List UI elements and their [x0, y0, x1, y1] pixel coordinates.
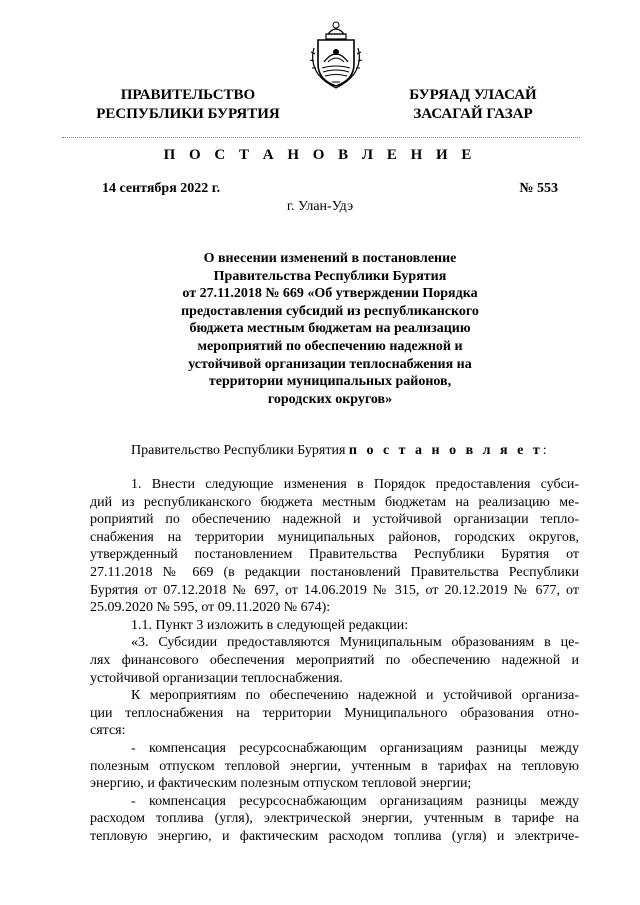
body-line: дий из республиканского бюджета местным бюджетам на реализацию ме-	[90, 494, 579, 510]
body-line: - компенсация ресурсоснабжающим организациям разницы между	[131, 793, 579, 809]
government-name-bua	[388, 86, 558, 124]
body-line: энергию, и фактическим полезным отпуском тепловой энергии;	[90, 776, 472, 792]
body-line: роприятий по обеспечению надежной и устойчивой организации тепло-	[90, 512, 579, 528]
document-city: г. Улан-Удэ	[286, 199, 354, 214]
body-line: 25.09.2020 № 595, от 09.11.2020 № 674):	[90, 600, 331, 616]
government-name-ru	[88, 86, 288, 124]
body-line: К мероприятиям по обеспечению надежной и устойчивой организа-	[131, 688, 579, 704]
body-line: - компенсация ресурсоснабжающим организациям разницы между	[131, 740, 579, 756]
document-type: П О С Т А Н О В Л Е Н И Е	[163, 147, 477, 163]
body-line: сятся:	[90, 723, 126, 739]
title-line: Правительства Республики Бурятия	[213, 268, 447, 284]
body-line: полезным отпуском тепловой энергии, учтенным в тарифах на тепловую	[90, 758, 579, 774]
header-left-line: РЕСПУБЛИКИ БУРЯТИЯ	[96, 106, 280, 122]
body-line: утвержденный постановлением Правительства Республики Бурятия от	[90, 547, 579, 563]
body-line: «3. Субсидии предоставляются Муниципальным образованиям в це-	[131, 635, 579, 651]
body-line: расходом топлива (угля), электрической энергии, учтенным в тарифе на	[90, 811, 579, 827]
header-left-line: ПРАВИТЕЛЬСТВО	[120, 87, 256, 103]
title-line: мероприятий по обеспечению надежной и	[197, 338, 463, 354]
preamble-suffix: :	[542, 443, 547, 458]
header-right-line: БУРЯАД УЛАСАЙ	[409, 87, 537, 103]
preamble	[131, 443, 547, 459]
title-line: от 27.11.2018 № 669 «Об утверждении Порядка	[182, 286, 478, 302]
title-line: бюджета местным бюджетам на реализацию	[189, 321, 471, 337]
body-line: тепловую энергию, и фактическим расходом топлива (угля) и электриче-	[90, 828, 579, 844]
coat-of-arms-icon	[306, 18, 366, 90]
title-line: территории муниципальных районов,	[208, 374, 452, 390]
body-line: 1. Внести следующие изменения в Порядок предоставления субси-	[131, 477, 579, 492]
preamble-prefix: Правительство Республики Бурятия	[131, 443, 349, 458]
title-line: О внесении изменений в постановление	[203, 251, 457, 266]
body-line: снабжения на территории муниципальных районов, городских округов,	[90, 529, 579, 545]
body-line: ции теплоснабжения на территории Муниципального образования отно-	[90, 705, 579, 721]
title-line: городских округов»	[267, 391, 393, 407]
body-line: 27.11.2018 № 669 (в редакции постановлений Правительства Республики	[90, 564, 579, 580]
body-line: устойчивой организации теплоснабжения.	[90, 670, 343, 686]
document-body	[90, 476, 579, 845]
body-line: лях финансового обеспечения мероприятий по обеспечению надежной и	[90, 652, 579, 668]
body-line: 1.1. Пункт 3 изложить в следующей редакции:	[131, 617, 409, 633]
title-line: предоставления субсидий из республиканского	[181, 303, 479, 319]
document-title	[140, 250, 520, 408]
header-right-line: ЗАСАГАЙ ГАЗАР	[413, 106, 533, 122]
header-divider	[62, 137, 580, 138]
preamble-decree-word: п о с т а н о в л я е т	[348, 443, 543, 458]
body-line: Бурятия от 07.12.2018 № 697, от 14.06.2019 № 315, от 20.12.2019 № 677, от	[90, 582, 579, 598]
title-line: устойчивой организации теплоснабжения на	[188, 356, 472, 372]
document-date: 14 сентября 2022 г.	[102, 181, 221, 196]
document-number: № 553	[519, 181, 558, 196]
